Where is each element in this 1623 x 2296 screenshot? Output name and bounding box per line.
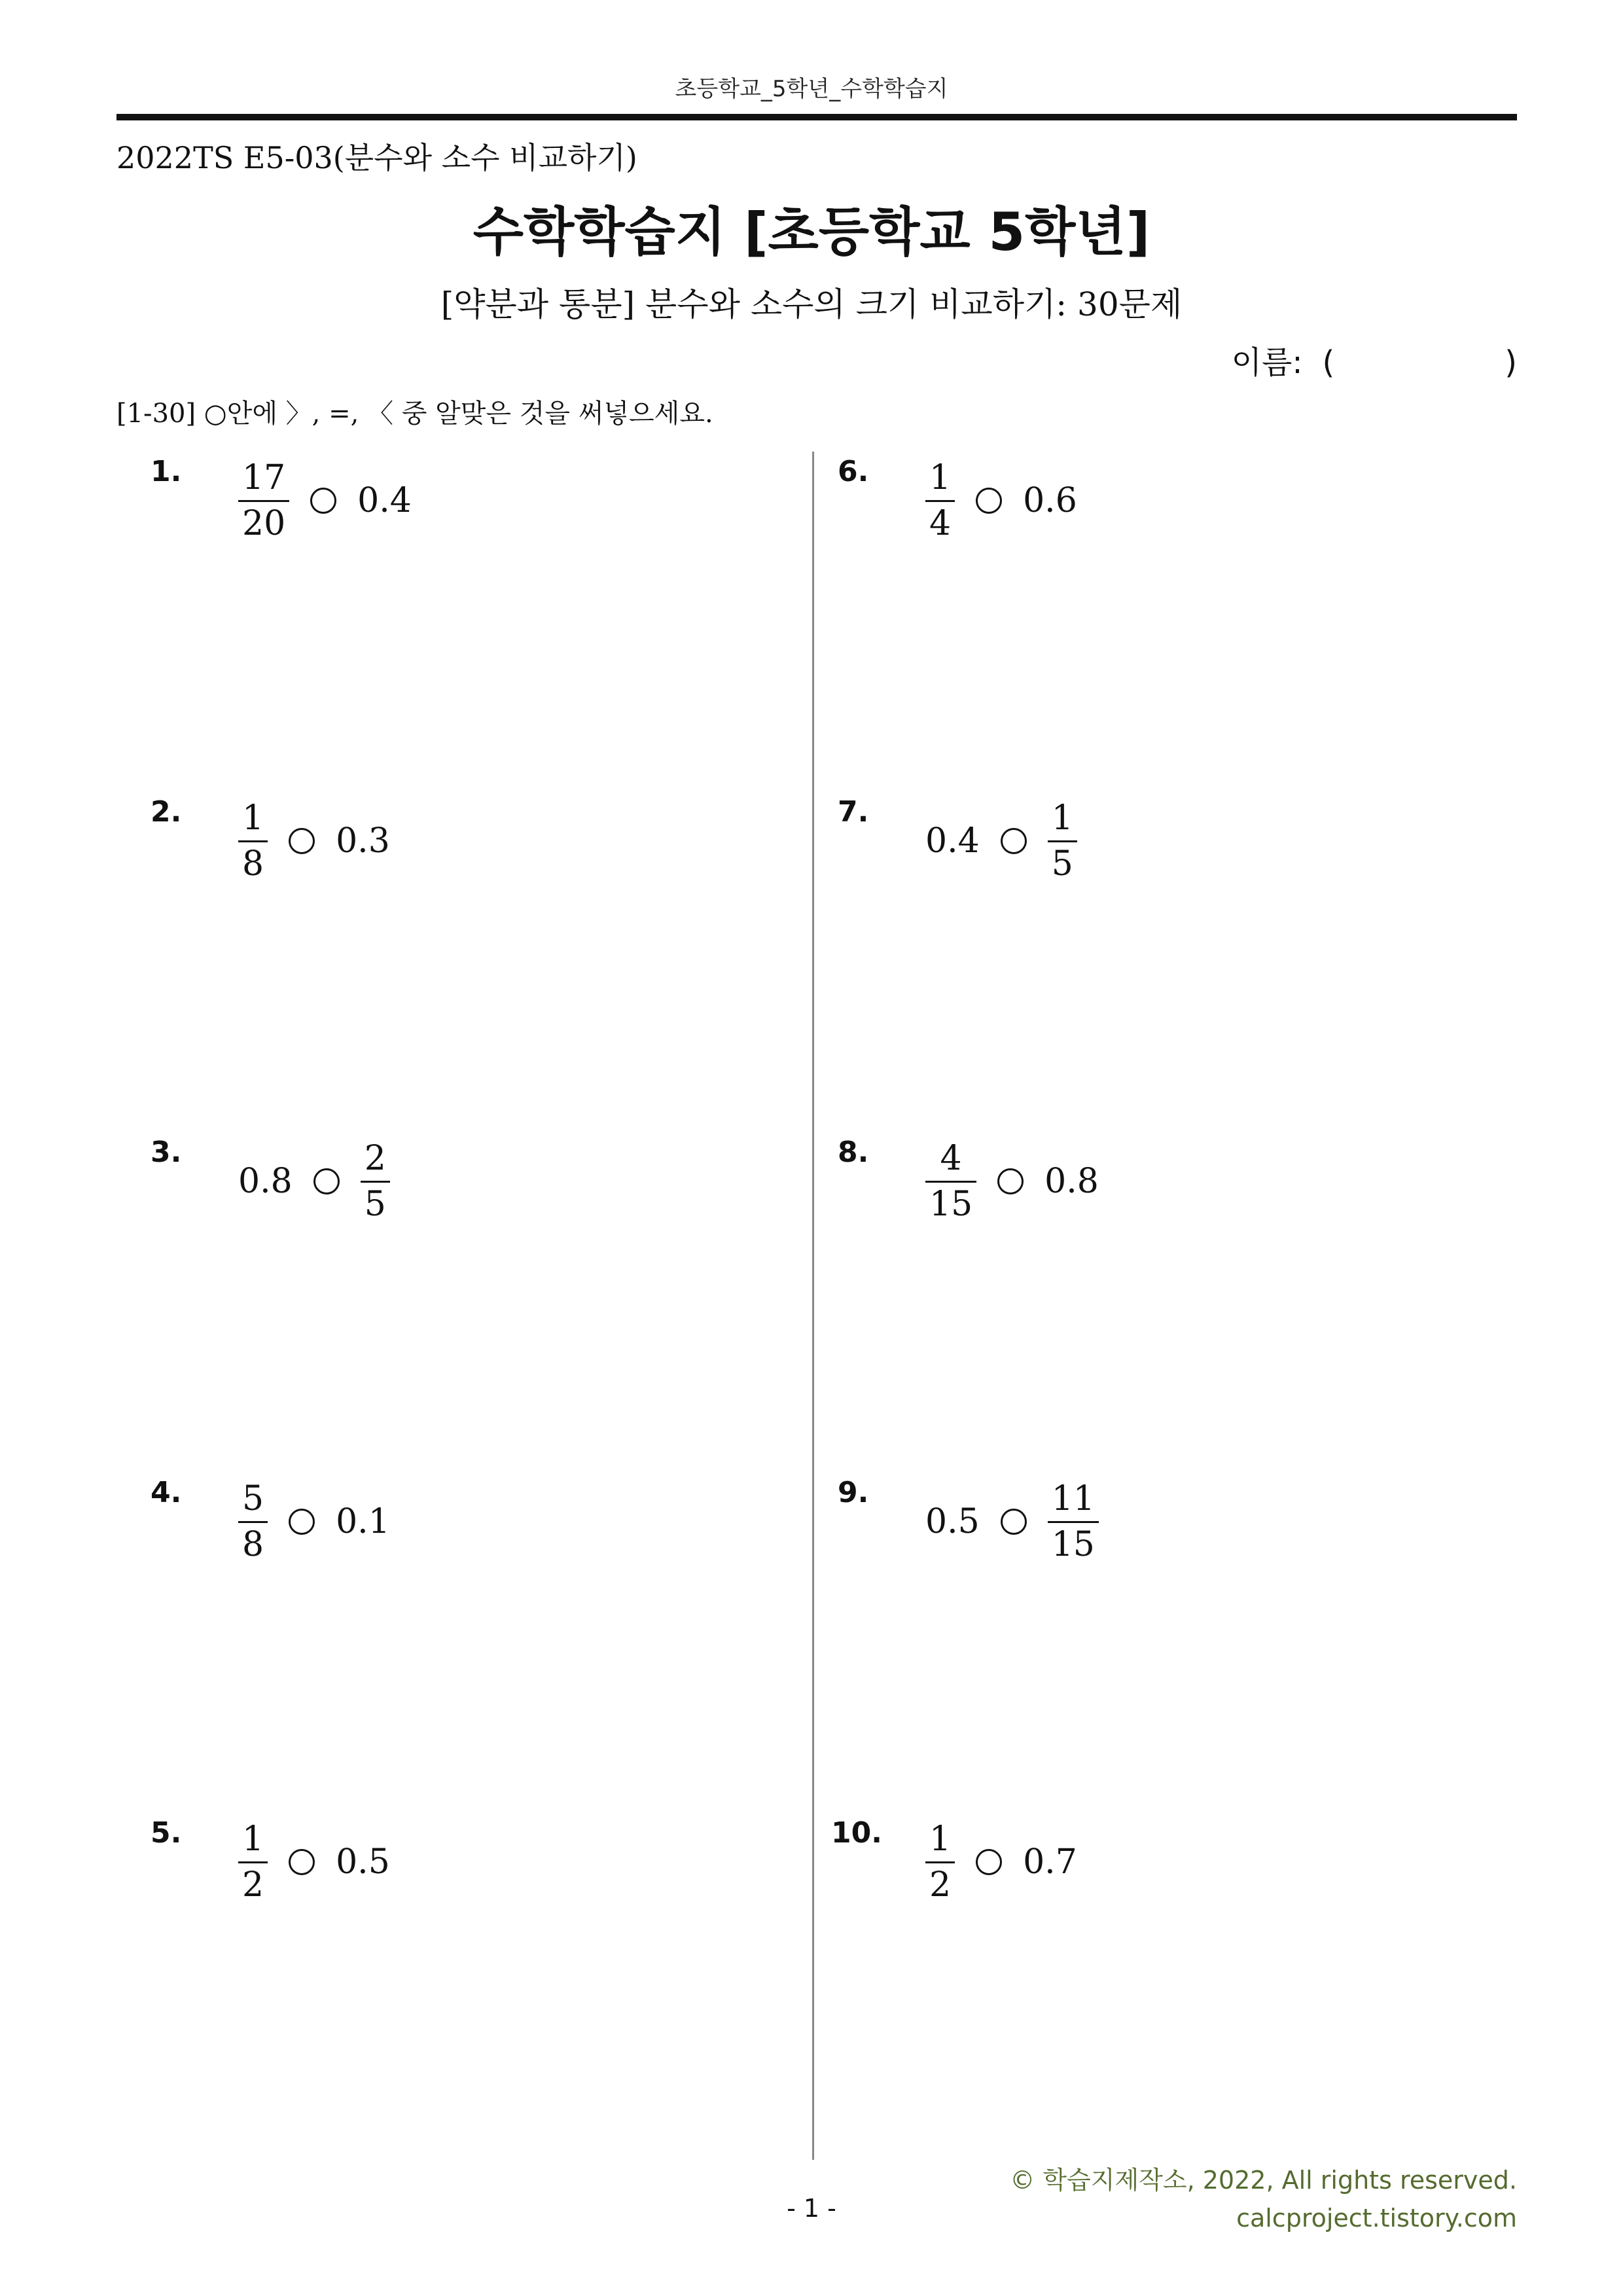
fraction <box>925 1821 955 1903</box>
denominator: 5 <box>1051 844 1073 884</box>
fraction-bar <box>925 1861 955 1863</box>
denominator: 15 <box>1051 1524 1095 1564</box>
answer-circle[interactable] <box>1001 1509 1027 1535</box>
problem-9 <box>838 1476 1108 1581</box>
decimal: 0.8 <box>1044 1162 1099 1202</box>
problem-7 <box>838 795 1086 900</box>
denominator: 8 <box>242 844 264 884</box>
numerator: 1 <box>929 458 952 497</box>
fraction <box>238 1481 268 1562</box>
problem-number: 4. <box>151 1476 182 1509</box>
instruction: [1-30] ○안에 〉, =, 〈 중 알맞은 것을 써넣으세요. <box>116 399 713 429</box>
numerator: 1 <box>1051 798 1073 838</box>
answer-circle[interactable] <box>289 828 315 854</box>
decimal: 0.1 <box>336 1502 390 1542</box>
decimal: 0.5 <box>925 1502 980 1542</box>
comparison-expression <box>916 1141 1108 1222</box>
problem-1 <box>151 455 421 560</box>
denominator: 20 <box>242 503 286 543</box>
fraction <box>238 1821 268 1903</box>
fraction-bar <box>238 840 268 842</box>
problem-number: 7. <box>838 795 869 829</box>
numerator: 2 <box>364 1139 386 1178</box>
answer-circle[interactable] <box>1001 828 1027 854</box>
name-label: 이름: <box>1231 344 1303 381</box>
problem-3 <box>151 1136 399 1240</box>
problem-10 <box>831 1816 1086 1921</box>
name-paren-close: ) <box>1505 344 1517 381</box>
decimal: 0.5 <box>336 1842 390 1882</box>
fraction-bar <box>238 500 289 502</box>
fraction <box>1048 1481 1099 1562</box>
fraction <box>238 460 289 541</box>
comparison-expression <box>229 1821 399 1903</box>
page-subtitle: [약분과 통분] 분수와 소수의 크기 비교하기: 30문제 <box>440 285 1183 323</box>
comparison-expression <box>229 800 399 882</box>
site-link[interactable]: calcproject.tistory.com <box>1236 2204 1517 2233</box>
answer-circle[interactable] <box>313 1168 340 1194</box>
numerator: 1 <box>929 1820 952 1859</box>
fraction-bar <box>1048 840 1077 842</box>
numerator: 11 <box>1051 1479 1095 1518</box>
denominator: 8 <box>242 1524 264 1564</box>
problem-number: 3. <box>151 1136 182 1169</box>
comparison-expression <box>229 1481 399 1562</box>
answer-circle[interactable] <box>976 488 1002 514</box>
answer-circle[interactable] <box>997 1168 1024 1194</box>
comparison-expression <box>229 1141 399 1222</box>
name-row <box>1232 337 1517 382</box>
denominator: 4 <box>929 503 952 543</box>
problem-number: 1. <box>151 455 182 488</box>
answer-circle[interactable] <box>289 1509 315 1535</box>
problem-number: 10. <box>831 1816 882 1850</box>
fraction <box>361 1141 390 1222</box>
comparison-expression <box>916 1481 1108 1562</box>
problem-8 <box>838 1136 1108 1240</box>
answer-circle[interactable] <box>310 488 336 514</box>
numerator: 17 <box>242 458 286 497</box>
problem-number: 9. <box>838 1476 869 1509</box>
decimal: 0.3 <box>336 821 390 861</box>
column-divider <box>812 452 814 2160</box>
fraction-bar <box>925 500 955 502</box>
fraction-bar <box>925 1181 976 1183</box>
fraction-bar <box>238 1521 268 1523</box>
problem-number: 2. <box>151 795 182 829</box>
running-header: 초등학교_5학년_수학학습지 <box>675 76 948 102</box>
problem-6 <box>838 455 1086 560</box>
problem-number: 6. <box>838 455 869 488</box>
numerator: 4 <box>940 1139 962 1178</box>
fraction-bar <box>238 1861 268 1863</box>
numerator: 5 <box>242 1479 264 1518</box>
decimal: 0.7 <box>1023 1842 1077 1882</box>
answer-circle[interactable] <box>289 1849 315 1875</box>
numerator: 1 <box>242 1820 264 1859</box>
fraction-bar <box>1048 1521 1099 1523</box>
fraction <box>1048 800 1077 882</box>
problem-2 <box>151 795 399 900</box>
comparison-expression <box>916 1821 1086 1903</box>
problem-5 <box>151 1816 399 1921</box>
comparison-expression <box>916 460 1086 541</box>
denominator: 2 <box>929 1865 952 1905</box>
page-title: 수학학습지 [초등학교 5학년] <box>473 202 1150 262</box>
decimal: 0.6 <box>1023 481 1077 521</box>
fraction-bar <box>361 1181 390 1183</box>
header-rule <box>116 114 1517 120</box>
denominator: 15 <box>929 1184 973 1224</box>
name-paren-open: ( <box>1322 344 1335 381</box>
fraction <box>925 1141 976 1222</box>
copyright-text: © 학습지제작소, 2022, All rights reserved. <box>1010 2166 1517 2195</box>
numerator: 1 <box>242 798 264 838</box>
denominator: 5 <box>364 1184 386 1224</box>
decimal: 0.8 <box>238 1162 293 1202</box>
decimal: 0.4 <box>357 481 412 521</box>
comparison-expression <box>229 460 421 541</box>
problem-4 <box>151 1476 399 1581</box>
worksheet-code: 2022TS E5-03(분수와 소수 비교하기) <box>116 140 637 175</box>
denominator: 2 <box>242 1865 264 1905</box>
page-number: - 1 - <box>787 2194 836 2223</box>
answer-circle[interactable] <box>976 1849 1002 1875</box>
problem-number: 8. <box>838 1136 869 1169</box>
decimal: 0.4 <box>925 821 980 861</box>
comparison-expression <box>916 800 1086 882</box>
problem-number: 5. <box>151 1816 182 1850</box>
fraction <box>238 800 268 882</box>
fraction <box>925 460 955 541</box>
